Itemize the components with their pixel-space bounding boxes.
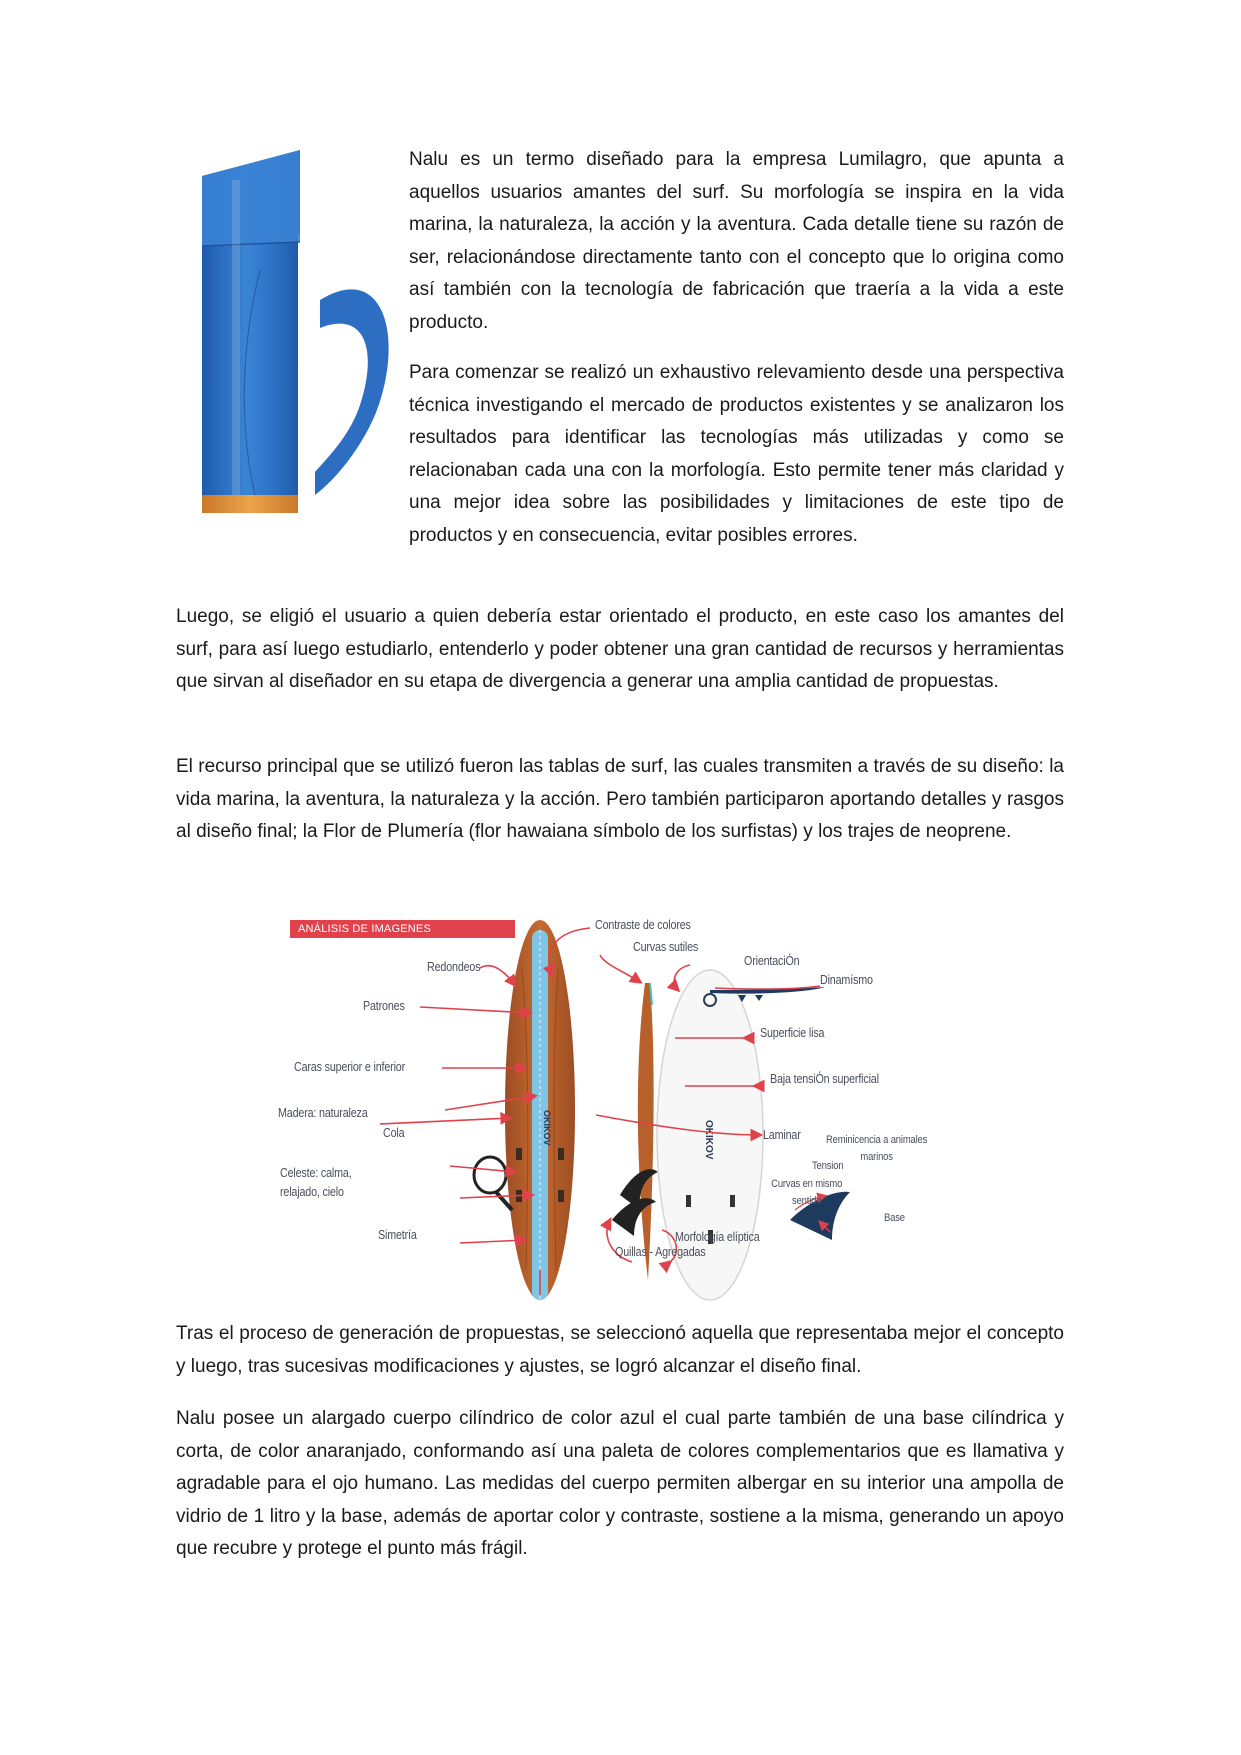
label-orientacion: OrientaciÓn <box>744 954 800 968</box>
thermos-handle <box>315 289 389 495</box>
figure-banner: ANÁLISIS DE IMAGENES <box>290 920 515 938</box>
label-patrones: Patrones <box>363 999 405 1013</box>
research-paragraph: Para comenzar se realizó un exhaustivo relevamiento desde una perspectiva técnica investigando el mercado de productos existentes y se analizaron los resultados para identificar las tecnologías más utilizadas y como se relacionaban cada una con la morfología. Esto permite tener más claridad y una mejor idea sobre las posibilidades y limitaciones de este tipo de productos y en consecuencia, evitar posibles errores. <box>409 362 1064 546</box>
leash <box>474 1157 506 1193</box>
label-morfologia: Morfología elíptica <box>675 1230 760 1244</box>
image-analysis-figure <box>278 910 960 1305</box>
label-madera: Madera: naturaleza <box>278 1106 368 1120</box>
label-baja-tension: Baja tensiÓn superficial <box>770 1072 879 1086</box>
label-celeste: Celeste: calma, relajado, cielo <box>280 1166 352 1199</box>
label-superficie: Superficie lisa <box>760 1026 825 1040</box>
label-base: Base <box>884 1212 905 1224</box>
label-contraste: Contraste de colores <box>595 918 691 932</box>
label-curvas-sutiles: Curvas sutiles <box>633 940 699 954</box>
description-paragraph: Nalu posee un alargado cuerpo cilíndrico de color azul el cual parte también de una base cilíndrica y corta, de color anaranjado, conformando así una paleta de colores complementarios que es llamativa y agradable para el ojo humano. Las medidas del cuerpo permiten albergar en su interior una ampolla de vidrio de 1 litro y la base, además de aportar color y contraste, sostiene a la misma, generando un apoyo que recubre y protege el punto más frágil. <box>176 1408 1064 1559</box>
label-simetria: Simetría <box>378 1228 417 1242</box>
thermos-illustration <box>200 150 410 580</box>
thermos-base <box>202 495 298 513</box>
label-reminiscencia: Reminicencia a animales marinos <box>825 1134 928 1163</box>
label-caras: Caras superior e inferior <box>294 1060 406 1074</box>
label-laminar: Laminar <box>763 1128 801 1142</box>
selection-paragraph: Tras el proceso de generación de propuestas, se seleccionó aquella que representaba mejor el concepto y luego, tras sucesivas modificaciones y ajustes, se logró alcanzar el diseño final. <box>176 1323 1064 1377</box>
thermos-lid <box>202 150 300 246</box>
label-cola: Cola <box>383 1126 405 1140</box>
user-paragraph: Luego, se eligió el usuario a quien debería estar orientado el producto, en este caso los amantes del surf, para así luego estudiarlo, entenderlo y poder obtener una gran cantidad de recursos y herramientas que sirvan al diseñador en su etapa de divergencia a generar una amplia cantidad de propuestas. <box>176 606 1064 692</box>
label-redondeos: Redondeos <box>427 960 481 974</box>
label-quillas: Quillas - Agregadas <box>615 1245 706 1259</box>
side-board <box>638 983 654 1280</box>
intro-paragraph: Nalu es un termo diseñado para la empresa Lumilagro, que apunta a aquellos usuarios amantes del surf. Su morfología se inspira en la vida marina, la naturaleza, la acción y la aventura. Cada detalle tiene su razón de ser, relacionándose directamente tanto con el concepto que lo origina como así también con la tecnología de fabricación que traería a la vida a este producto. <box>409 149 1064 333</box>
svg-text:OKIKOV: OKIKOV <box>703 1120 714 1160</box>
label-curvas-mismo: Curvas en mismo sentido <box>771 1178 843 1207</box>
board-logo-text: OKIKOV <box>542 1110 552 1146</box>
resource-paragraph: El recurso principal que se utilizó fueron las tablas de surf, las cuales transmiten a través de su diseño: la vida marina, la aventura, la naturaleza y la acción. Pero también participaron aportando detalles y rasgos al diseño final; la Flor de Plumería (flor hawaiana símbolo de los surfistas) y los trajes de neoprene. <box>176 756 1064 842</box>
label-dinamismo: Dinamísmo <box>820 973 873 987</box>
label-tension: Tension <box>812 1160 844 1172</box>
